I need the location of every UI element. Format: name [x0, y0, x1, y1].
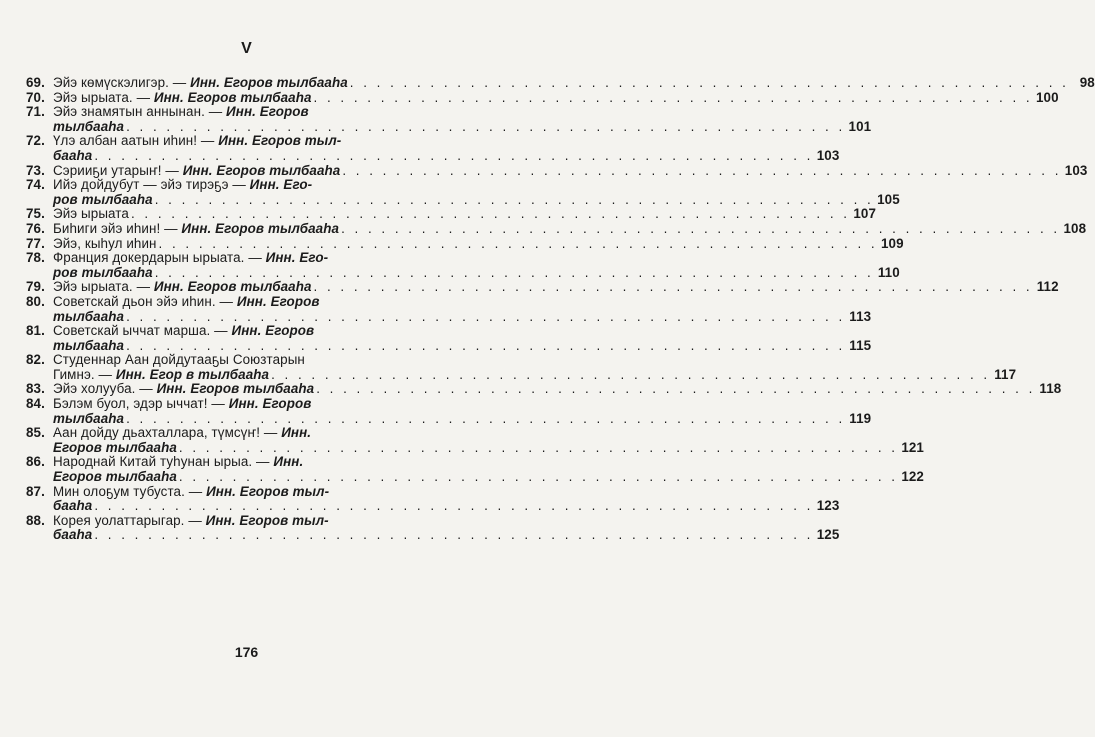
entry-line	[53, 382, 1061, 397]
translator-credit: Инн. Егоров тыл-	[205, 512, 329, 528]
toc-entry	[26, 235, 904, 252]
entry-title	[53, 470, 177, 485]
entry-title	[53, 426, 311, 441]
entry-number: 83.	[26, 381, 45, 397]
translator-credit: Инн. Егоров тыл-	[206, 483, 330, 499]
entry-line	[53, 339, 871, 354]
entry-body	[53, 382, 1061, 397]
entry-title	[53, 441, 177, 456]
page-ref: 98	[1079, 75, 1095, 90]
title-text: Студеннар Аан дойдутааҕы Союзтарын	[53, 352, 305, 368]
toc-entry	[26, 483, 840, 514]
translator-credit: Инн.	[273, 454, 304, 470]
entry-body	[53, 76, 1095, 91]
title-text: Эйэ холууба. —	[53, 381, 157, 397]
entry-line	[53, 368, 1016, 383]
title-text: Эйэ көмүскэлигэр. —	[53, 75, 191, 90]
title-text: Эйэ знамятын аннынан. —	[53, 104, 227, 120]
dot-leader	[129, 207, 852, 222]
translator-credit: Инн. Егоров тылбааһа	[190, 75, 348, 90]
translator-credit: тылбааһа	[53, 308, 125, 324]
entry-line	[53, 222, 1086, 237]
entry-title	[53, 222, 339, 237]
entry-body	[53, 105, 871, 134]
title-text: Эйэ ырыата	[53, 206, 129, 222]
dot-leader	[153, 193, 876, 208]
entry-title	[53, 324, 314, 339]
entry-body	[53, 514, 839, 543]
entry-line	[53, 149, 839, 164]
entry-title	[53, 339, 124, 354]
entry-title	[53, 178, 312, 193]
dot-leader	[177, 470, 900, 485]
entry-number: 79.	[26, 279, 45, 295]
page-ref: 101	[848, 118, 872, 134]
title-text: Мин олоҕум тубуста. —	[53, 483, 207, 499]
entry-line	[53, 397, 871, 412]
title-text: Франция докердарын ырыата. —	[53, 250, 266, 266]
entry-number: 80.	[26, 293, 45, 309]
translator-credit: бааһа	[53, 147, 93, 163]
page-number: 176	[234, 644, 259, 660]
translator-credit: тылбааһа	[53, 410, 125, 426]
page-ref: 121	[901, 439, 924, 455]
dot-leader	[177, 441, 900, 456]
entry-title	[53, 295, 320, 310]
dot-leader	[340, 164, 1063, 179]
entry-body	[53, 134, 839, 163]
page-ref: 125	[816, 527, 840, 543]
toc-entry	[26, 454, 924, 485]
entry-line	[53, 412, 871, 427]
entry-number: 87.	[26, 483, 45, 499]
entry-line	[53, 441, 924, 456]
entry-title	[53, 193, 153, 208]
entry-title	[53, 382, 314, 397]
entry-line	[53, 164, 1087, 179]
title-text: Бэлэм буол, эдэр ыччат! —	[53, 396, 229, 412]
entry-number: 77.	[26, 235, 45, 251]
entry-title	[53, 251, 328, 266]
entry-line	[53, 310, 871, 325]
entry-line	[53, 134, 839, 149]
translator-credit: Инн. Егоров	[226, 104, 309, 120]
entry-title	[53, 353, 305, 368]
title-text: Гимнэ. —	[53, 366, 116, 382]
entry-body	[53, 353, 1016, 382]
entry-body	[53, 91, 1059, 106]
entry-line	[53, 251, 900, 266]
translator-credit: Инн. Его-	[249, 177, 313, 193]
entry-line	[53, 76, 1095, 91]
entry-title	[53, 76, 348, 91]
entry-title	[53, 237, 157, 252]
entry-line	[53, 280, 1059, 295]
dot-leader	[124, 339, 847, 354]
page-ref: 100	[1035, 89, 1059, 105]
page-ref: 115	[849, 337, 872, 353]
entry-title	[53, 485, 329, 500]
translator-credit: Инн. Егоров тыл-	[218, 133, 342, 149]
page-ref: 108	[1063, 220, 1087, 236]
entry-body	[53, 426, 924, 455]
entry-title	[53, 280, 312, 295]
toc-entry	[26, 352, 1017, 382]
entry-line	[53, 237, 904, 252]
entry-title	[53, 368, 269, 383]
entry-body	[53, 397, 871, 426]
page-ref: 122	[901, 469, 924, 485]
entry-number: 86.	[26, 454, 45, 470]
entry-line	[53, 485, 839, 500]
page-ref: 119	[849, 410, 872, 426]
dot-leader	[153, 266, 876, 281]
entry-line	[53, 470, 924, 485]
translator-credit: Инн. Егоров тылбааһа	[182, 162, 341, 178]
page-ref: 109	[880, 235, 904, 251]
table-of-contents	[26, 75, 1095, 543]
translator-credit: ров тылбааһа	[53, 264, 153, 280]
entry-title	[53, 120, 124, 135]
translator-credit: Инн. Егоров тылбааһа	[156, 381, 315, 397]
entry-title	[53, 499, 92, 514]
title-text: Сэрииҕи утарыҥ! —	[53, 162, 183, 178]
entry-title	[53, 266, 153, 281]
entry-line	[53, 193, 900, 208]
entry-number: 69.	[26, 75, 45, 90]
entry-body	[53, 485, 839, 514]
toc-entry	[26, 89, 1059, 106]
entry-line	[53, 324, 871, 339]
entry-body	[53, 455, 924, 484]
entry-line	[53, 295, 871, 310]
toc-entry	[26, 512, 840, 543]
title-text: Үлэ албан аатын иһин! —	[53, 133, 219, 149]
toc-entry	[26, 279, 1059, 295]
entry-line	[53, 455, 924, 470]
translator-credit: тылбааһа	[53, 337, 125, 353]
dot-leader	[348, 76, 1071, 91]
entry-body	[53, 280, 1059, 295]
translator-credit: Инн. Его-	[265, 250, 329, 266]
toc-entry	[26, 162, 1088, 179]
translator-credit: Инн. Егоров тылбааһа	[153, 89, 312, 105]
dot-leader	[312, 91, 1035, 106]
dot-leader	[92, 528, 815, 543]
entry-title	[53, 528, 92, 543]
entry-title	[53, 514, 329, 529]
dot-leader	[269, 368, 992, 383]
entry-body	[53, 324, 871, 353]
title-text: Эйэ, кыһул иһин	[53, 235, 157, 251]
entry-number: 73.	[26, 162, 45, 178]
entry-number: 74.	[26, 177, 45, 193]
dot-leader	[339, 222, 1062, 237]
entry-body	[53, 207, 876, 222]
entry-number: 84.	[26, 396, 45, 412]
entry-number: 88.	[26, 512, 45, 528]
page-ref: 105	[877, 191, 900, 207]
dot-leader	[92, 149, 815, 164]
entry-number: 72.	[26, 133, 45, 149]
entry-line	[53, 266, 900, 281]
dot-leader	[124, 310, 847, 325]
entry-number: 76.	[26, 220, 45, 236]
title-text: Биһиги эйэ иһин! —	[53, 220, 182, 236]
entry-title	[53, 397, 311, 412]
entry-body	[53, 178, 900, 207]
page-ref: 103	[1064, 162, 1088, 178]
toc-entry	[26, 220, 1087, 237]
entry-title	[53, 207, 129, 222]
title-text: Эйэ ырыата. —	[53, 279, 154, 295]
title-text: Народнай Китай туһунан ырыа. —	[53, 454, 274, 470]
title-text: Советскай ыччат марша. —	[53, 323, 232, 339]
entry-title	[53, 91, 312, 106]
dot-leader	[124, 120, 847, 135]
page-ref: 113	[849, 308, 872, 324]
entry-body	[53, 164, 1087, 179]
entry-line	[53, 105, 871, 120]
translator-credit: Инн. Егоров	[236, 293, 320, 309]
entry-number: 78.	[26, 250, 45, 266]
entry-title	[53, 105, 309, 120]
toc-entry	[26, 133, 840, 163]
entry-number: 70.	[26, 89, 45, 105]
entry-number: 75.	[26, 206, 45, 222]
entry-number: 82.	[26, 352, 45, 368]
translator-credit: Инн. Егор в тылбааһа	[115, 366, 270, 382]
dot-leader	[157, 237, 880, 252]
toc-entry	[26, 396, 872, 426]
entry-line	[53, 426, 924, 441]
translator-credit: Инн. Егоров	[228, 396, 312, 412]
entry-number: 71.	[26, 104, 45, 120]
toc-entry	[26, 323, 872, 353]
entry-body	[53, 222, 1086, 237]
toc-entry	[26, 381, 1062, 397]
entry-line	[53, 353, 1016, 368]
page-ref: 107	[853, 206, 877, 222]
title-text: Советскай дьон эйэ иһин. —	[53, 293, 237, 309]
toc-entry	[26, 75, 1095, 91]
translator-credit: бааһа	[53, 498, 93, 514]
entry-title	[53, 134, 341, 149]
entry-line	[53, 91, 1059, 106]
toc-entry	[26, 425, 924, 455]
title-text: Эйэ ырыата. —	[53, 89, 154, 105]
entry-body	[53, 251, 900, 280]
page-ref: 112	[1036, 279, 1059, 295]
translator-credit: бааһа	[53, 527, 93, 543]
title-text: Корея уолаттарыгар. —	[53, 512, 206, 528]
title-text: Аан дойду дьахталлара, түмсүҥ! —	[53, 425, 282, 441]
page-ref: 110	[877, 264, 900, 280]
entry-body	[53, 237, 904, 252]
entry-title	[53, 455, 303, 470]
entry-title	[53, 310, 124, 325]
entry-line	[53, 514, 839, 529]
translator-credit: Инн.	[281, 425, 312, 441]
toc-entry	[26, 206, 877, 222]
translator-credit: Егоров тылбааһа	[53, 439, 177, 455]
entry-line	[53, 207, 876, 222]
dot-leader	[314, 382, 1037, 397]
page-ref: 103	[816, 147, 840, 163]
translator-credit: ров тылбааһа	[53, 191, 153, 207]
dot-leader	[312, 280, 1035, 295]
entry-title	[53, 164, 340, 179]
section-numeral: V	[241, 40, 252, 57]
translator-credit: Инн. Егоров	[231, 323, 315, 339]
toc-entry	[26, 250, 900, 280]
entry-title	[53, 412, 124, 427]
dot-leader	[124, 412, 847, 427]
toc-entry	[26, 104, 872, 134]
toc-entry	[26, 293, 872, 324]
entry-line	[53, 120, 871, 135]
entry-line	[53, 528, 839, 543]
page-ref: 117	[994, 366, 1017, 382]
entry-line	[53, 499, 839, 514]
entry-number: 85.	[26, 425, 45, 441]
toc-entry	[26, 177, 900, 207]
entry-title	[53, 149, 92, 164]
title-text: Ийэ дойдубут — эйэ тирэҕэ —	[53, 177, 250, 193]
translator-credit: тылбааһа	[53, 118, 125, 134]
dot-leader	[92, 499, 815, 514]
translator-credit: Инн. Егоров тылбааһа	[153, 279, 312, 295]
entry-line	[53, 178, 900, 193]
translator-credit: Инн. Егоров тылбааһа	[181, 220, 340, 236]
page-ref: 123	[816, 498, 840, 514]
entry-number: 81.	[26, 323, 45, 339]
entry-body	[53, 295, 871, 324]
page-ref: 118	[1039, 381, 1062, 397]
translator-credit: Егоров тылбааһа	[53, 469, 177, 485]
